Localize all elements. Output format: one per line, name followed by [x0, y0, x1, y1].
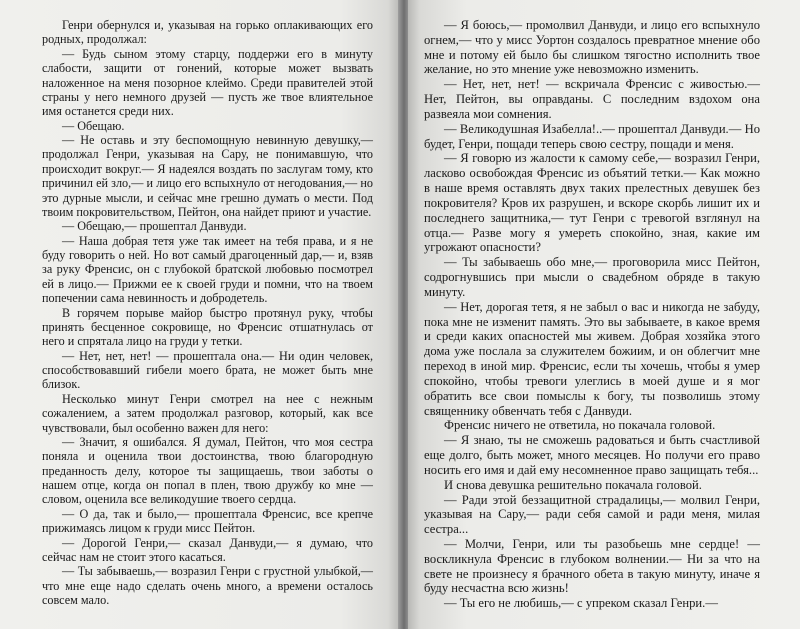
paragraph: — Нет, дорогая тетя, я не забыл о вас и никогда не забуду, пока мне не изменит память. Это вы забываете, в какое время и среди каких опасностей мы живем. Добрая хозяйка этого дома уже послала за служителем божиим, и он облегчит мне переход в иной мир. Френсис, если ты хочешь, чтобы я умер спокойно, чтобы тревоги улеглись в моей душе и я мог обратить все свои помыслы к богу, ты позволишь этому священнику обвенчать тебя с Данвуди.	[424, 299, 760, 418]
paragraph: — О да, так и было,— прошептала Френсис, все крепче прижимаясь лицом к груди мисс Пейтон.	[42, 506, 373, 536]
paragraph: — Обещаю,— прошептал Данвуди.	[62, 219, 247, 234]
paragraph: — Нет, нет, нет! — прошептала она.— Ни один человек, способствовавший гибели моего брата, не может быть мне близок.	[42, 348, 373, 392]
paragraph: — Ты забываешь обо мне,— проговорила мисс Пейтон, содрогнувшись при мысли о свадебном обряде в такую минуту.	[424, 255, 760, 299]
paragraph: И снова девушка решительно покачала головой.	[444, 477, 702, 492]
paragraph: Несколько минут Генри смотрел на нее с нежным сожалением, а затем продолжал разговор, который, как все чувствовали, был особенно важен для него:	[42, 391, 373, 435]
paragraph: — Будь сыном этому старцу, поддержи его в минуту слабости, защити от гонений, которые может вызвать наложенное на меня позорное клеймо. Среди правителей этой страны у него немного друзей — пусть же твое влиятельное имя останется среди них.	[42, 46, 373, 119]
paragraph: — Ты его не любишь,— с упреком сказал Генри.—	[444, 596, 718, 611]
paragraph: — Ради этой беззащитной страдалицы,— молвил Генри, указывая на Сару,— ради себя самой и ради меня, милая сестра...	[424, 492, 760, 537]
paragraph: — Значит, я ошибался. Я думал, Пейтон, что моя сестра поняла и оценила твои достоинства, твою благородную преданность делу, которое ты защищаешь, твои заботы о нашем отце, когда он попал в плен, твою дружбу ко мне — словом, оценила все великодушие твоего сердца.	[42, 434, 373, 507]
paragraph: — Я знаю, ты не сможешь радоваться и быть счастливой еще долго, быть может, много месяцев. Но получи его право носить его имя и дай ему несомненное право защищать тебя...	[424, 433, 760, 477]
paragraph: — Наша добрая тетя уже так имеет на тебя права, и я не буду говорить о ней. Но вот самый драгоценный дар,— и, взяв за руку Френсис, он с глубокой братской любовью посмотрел ей в лицо.— Прижми ее к своей груди и помни, что на твоем попечении сама невинность и добродетель.	[42, 233, 373, 306]
paragraph: — Обещаю.	[62, 118, 125, 133]
paragraph: — Я боюсь,— промолвил Данвуди, и лицо его вспыхнуло огнем,— что у мисс Уортон создалось превратное мнение обо мне и потому ей было бы слишком тягостно исполнить твое желание, но это мнение уже невозможно изменить.	[424, 18, 760, 77]
paragraph: В горячем порыве майор быстро протянул руку, чтобы принять бесценное сокровище, но Френсис отшатнулась от него и спрятала лицо на груди у тетки.	[42, 305, 373, 349]
paragraph: — Не оставь и эту беспомощную невинную девушку,— продолжал Генри, указывая на Сару, не понимавшую, что происходит вокруг.— Я надеялся воздать по заслугам тому, кто причинил ей зло,— и лицо его вспыхнуло от негодования,— но это дурные мысли, и сейчас мне грешно думать о мести. Под твоим покровительством, Пейтон, она найдет приют и участие.	[42, 133, 373, 219]
paragraph: — Ты забываешь,— возразил Генри с грустной улыбкой,— что мне еще надо сделать очень много, а времени осталось совсем мало.	[42, 564, 373, 607]
paragraph: Генри обернулся и, указывая на горько оплакивающих его родных, продолжал:	[42, 18, 373, 47]
paragraph: — Я говорю из жалости к самому себе,— возразил Генри, ласково освобождая Френсис из объятий тетки.— Как можно в наше время оставлять двух таких прелестных девушек без покровителя? Кров их разрушен, и вскоре скорбь лишит их и последнего защитника,— тут Генри с тревогой взглянул на отца.— Разве могу я умереть спокойно, зная, какие им угрожают опасности?	[424, 151, 760, 255]
left-page-text	[42, 18, 373, 607]
paragraph: Френсис ничего не ответила, но покачала головой.	[444, 418, 716, 433]
right-page-text	[424, 18, 760, 611]
paragraph: — Великодушная Изабелла!..— прошептал Данвуди.— Но будет, Генри, пощади теперь свою сестру, пощади и меня.	[424, 121, 760, 151]
paragraph: — Нет, нет, нет! — вскричала Френсис с живостью.— Нет, Пейтон, вы оправданы. С последним вздохом она развеяла мои сомнения.	[424, 77, 760, 121]
right-page	[408, 0, 800, 629]
paragraph: — Дорогой Генри,— сказал Данвуди,— я думаю, что сейчас нам не стоит этого касаться.	[42, 535, 373, 564]
paragraph: — Молчи, Генри, или ты разобьешь мне сердце! — воскликнула Френсис в глубоком волнении.— Ни за что на свете не произнесу я брачного обета в такую минуту, иначе я буду несчастна всю жизнь!	[424, 536, 760, 596]
